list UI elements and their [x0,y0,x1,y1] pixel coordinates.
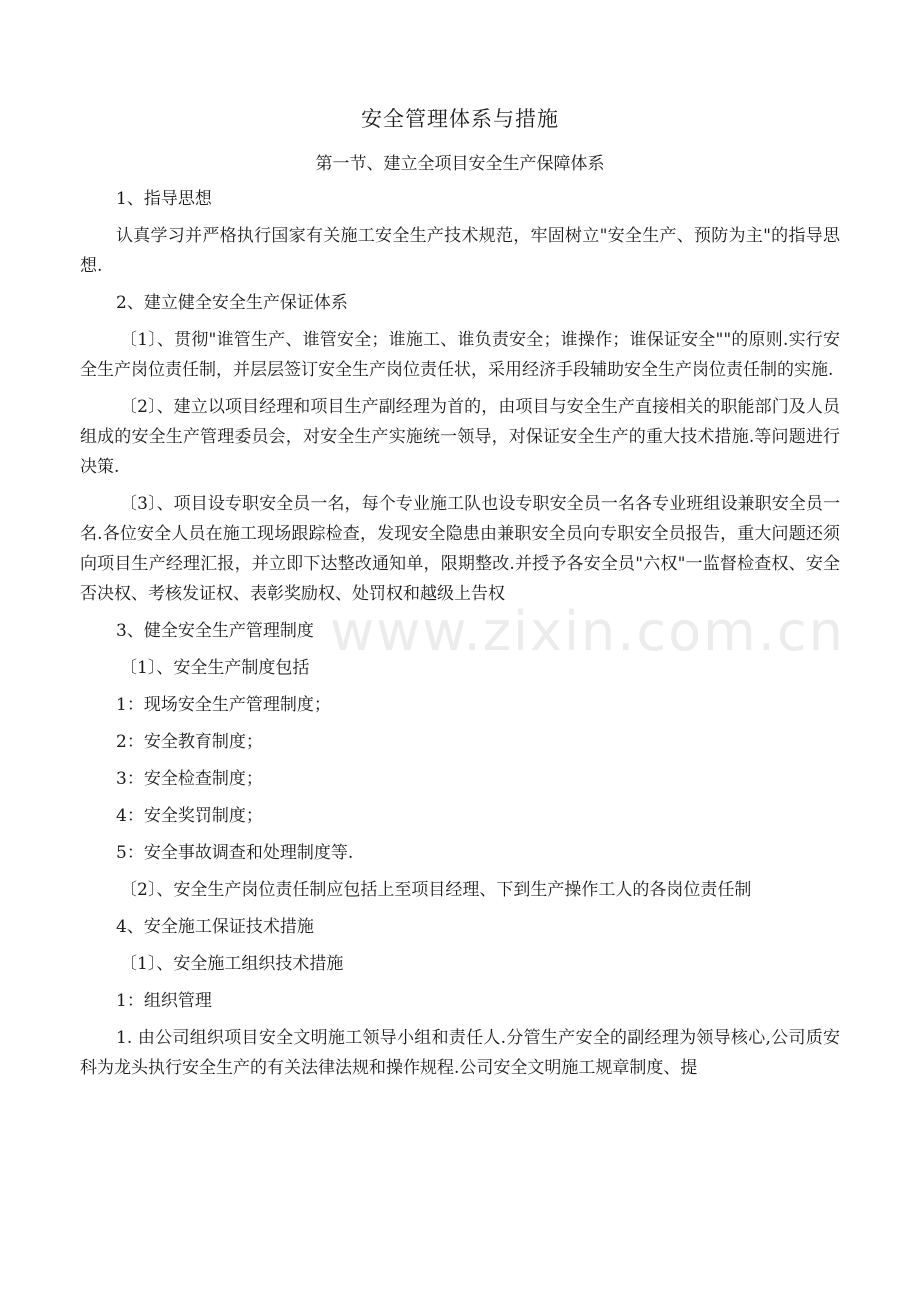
list-item: 1：组织管理 [116,991,212,1011]
heading-guarantee-system: 2、建立健全安全生产保证体系 [116,293,348,313]
list-item: 4：安全奖罚制度； [116,806,263,826]
paragraph: 〔1〕、贯彻"谁管生产、谁管安全；谁施工、谁负责安全；谁操作；谁保证安全""的原则.实行安全生产岗位责任制，并层层签订安全生产岗位责任状，采用经济手段辅助安全生产岗位责任制的实施. [80,330,840,380]
list-item: 2：安全教育制度； [116,732,263,752]
list-item: 5：安全事故调查和处理制度等. [116,843,354,863]
paragraph: 〔3〕、项目设专职安全员一名，每个专业施工队也设专职安全员一名各专业班组设兼职安全员一名.各位安全人员在施工现场跟踪检查，发现安全隐患由兼职安全员向专职安全员报告，重大问题还须向项目生产经理汇报，并立即下达整改通知单，限期整改.并授予各安全员"六权"一监督检查权、安全否决权、考核发证权、表彰奖励权、处罚权和越级上告权 [80,494,840,604]
list-heading: 〔1〕、安全生产制度包括 [120,658,310,678]
list-item: 3：安全检查制度； [116,769,263,789]
heading-technical-measures: 4、安全施工保证技术措施 [116,917,314,937]
paragraph: 〔2〕、建立以项目经理和项目生产副经理为首的，由项目与安全生产直接相关的职能部门及人员组成的安全生产管理委员会，对安全生产实施统一领导，对保证安全生产的重大技术措施.等问题进行决策. [80,397,840,477]
heading-management-rules: 3、健全安全生产管理制度 [116,621,314,641]
document-title: 安全管理体系与措施 [361,107,559,131]
paragraph: 1. 由公司组织项目安全文明施工领导小组和责任人.分管生产安全的副经理为领导核心,公司质安科为龙头执行安全生产的有关法律法规和操作规程.公司安全文明施工规章制度、提 [80,1028,840,1078]
list-item: 1：现场安全生产管理制度； [116,695,331,715]
heading-guiding-thought: 1、指导思想 [116,189,212,209]
paragraph: 认真学习并严格执行国家有关施工安全生产技术规范，牢固树立"安全生产、预防为主"的指导思想. [80,226,840,276]
document-body [80,184,840,1090]
paragraph: 〔2〕、安全生产岗位责任制应包括上至项目经理、下到生产操作工人的各岗位责任制 [120,880,752,900]
list-heading: 〔1〕、安全施工组织技术措施 [120,954,344,974]
section-heading: 第一节、建立全项目安全生产保障体系 [315,154,605,174]
watermark: www.zixin.com.cn [330,600,845,663]
